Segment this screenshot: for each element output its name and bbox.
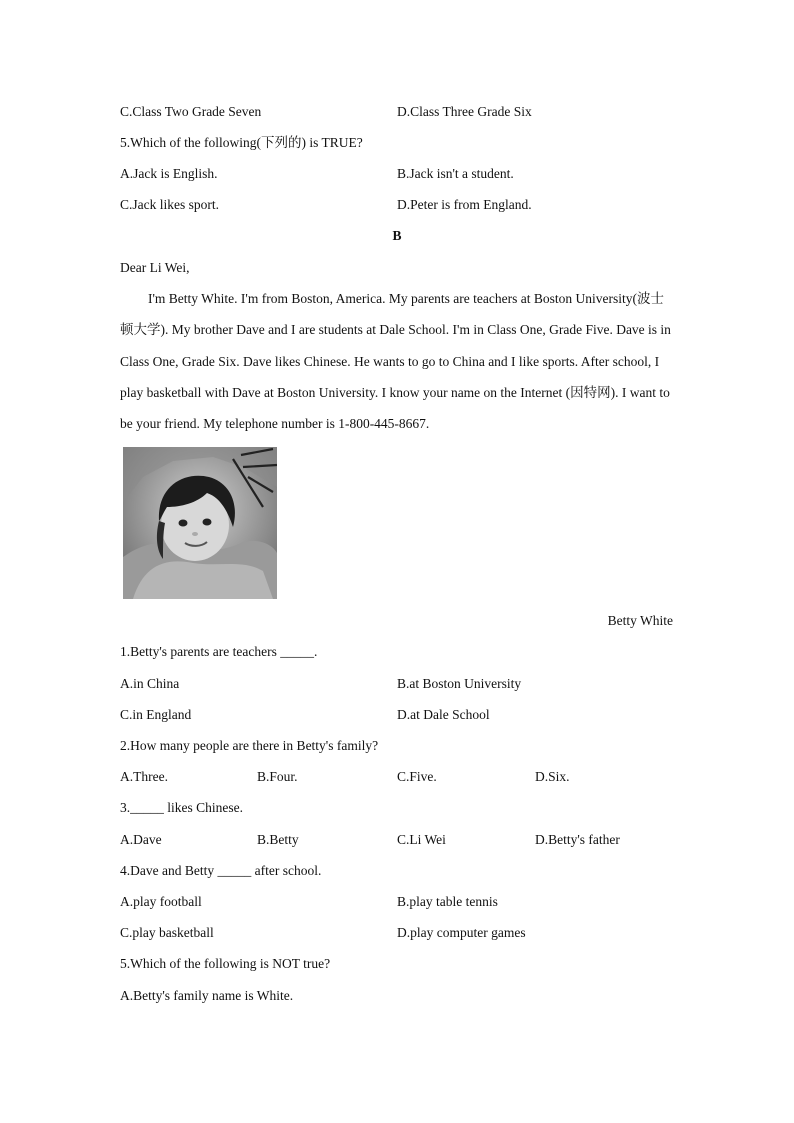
q2-option-d: D.Six. (535, 769, 570, 784)
q3-option-b: B.Betty (257, 832, 299, 847)
q1-option-c: C.in England (120, 707, 192, 722)
letter-body-text: I'm Betty White. I'm from Boston, America. My parents are teachers at Boston University(波士顿大学). My brother Dave and I are students at Dale School. I'm in Class One, Grade Five. Dave is in Class One, Grade Six. Dave likes Chinese. He wants to go to China and I like sports. After school, I play basketball with Dave at Boston University. I know your name on the Internet (因特网). I want to be your friend. My telephone number is 1-800-445-8667. (120, 291, 671, 432)
q5-option-b: B.Jack isn't a student. (397, 166, 514, 181)
q4b-option-a: A.play football (120, 894, 202, 909)
q4-option-c: C.Class Two Grade Seven (120, 104, 262, 119)
question-4-stem: 4.Dave and Betty _____ after school. (120, 863, 322, 878)
letter-body (120, 283, 676, 439)
child-portrait-photo (123, 447, 277, 599)
question-5-stem: 5.Which of the following(下列的) is TRUE? (120, 135, 363, 150)
q4b-option-b: B.play table tennis (397, 894, 498, 909)
q2-option-a: A.Three. (120, 769, 168, 784)
q2-option-b: B.Four. (257, 769, 298, 784)
q1-option-d: D.at Dale School (397, 707, 490, 722)
q1-option-b: B.at Boston University (397, 676, 522, 691)
q4b-option-c: C.play basketball (120, 925, 214, 940)
question-1-stem: 1.Betty's parents are teachers _____. (120, 644, 318, 659)
q4b-option-d: D.play computer games (397, 925, 526, 940)
q3-option-d: D.Betty's father (535, 832, 620, 847)
question-3-stem: 3._____ likes Chinese. (120, 800, 243, 815)
q3-option-a: A.Dave (120, 832, 162, 847)
q5b-option-a: A.Betty's family name is White. (120, 988, 294, 1003)
q5-option-a: A.Jack is English. (120, 166, 218, 181)
q1-option-a: A.in China (120, 676, 180, 691)
q5-option-d: D.Peter is from England. (397, 197, 532, 212)
section-heading: B (392, 228, 402, 243)
question-5b-stem: 5.Which of the following is NOT true? (120, 956, 331, 971)
question-2-stem: 2.How many people are there in Betty's family? (120, 738, 379, 753)
q5-option-c: C.Jack likes sport. (120, 197, 219, 212)
q3-option-c: C.Li Wei (397, 832, 446, 847)
q4-option-d: D.Class Three Grade Six (397, 104, 532, 119)
q2-option-c: C.Five. (397, 769, 437, 784)
letter-signature: Betty White (607, 613, 673, 628)
letter-greeting: Dear Li Wei, (120, 260, 190, 275)
